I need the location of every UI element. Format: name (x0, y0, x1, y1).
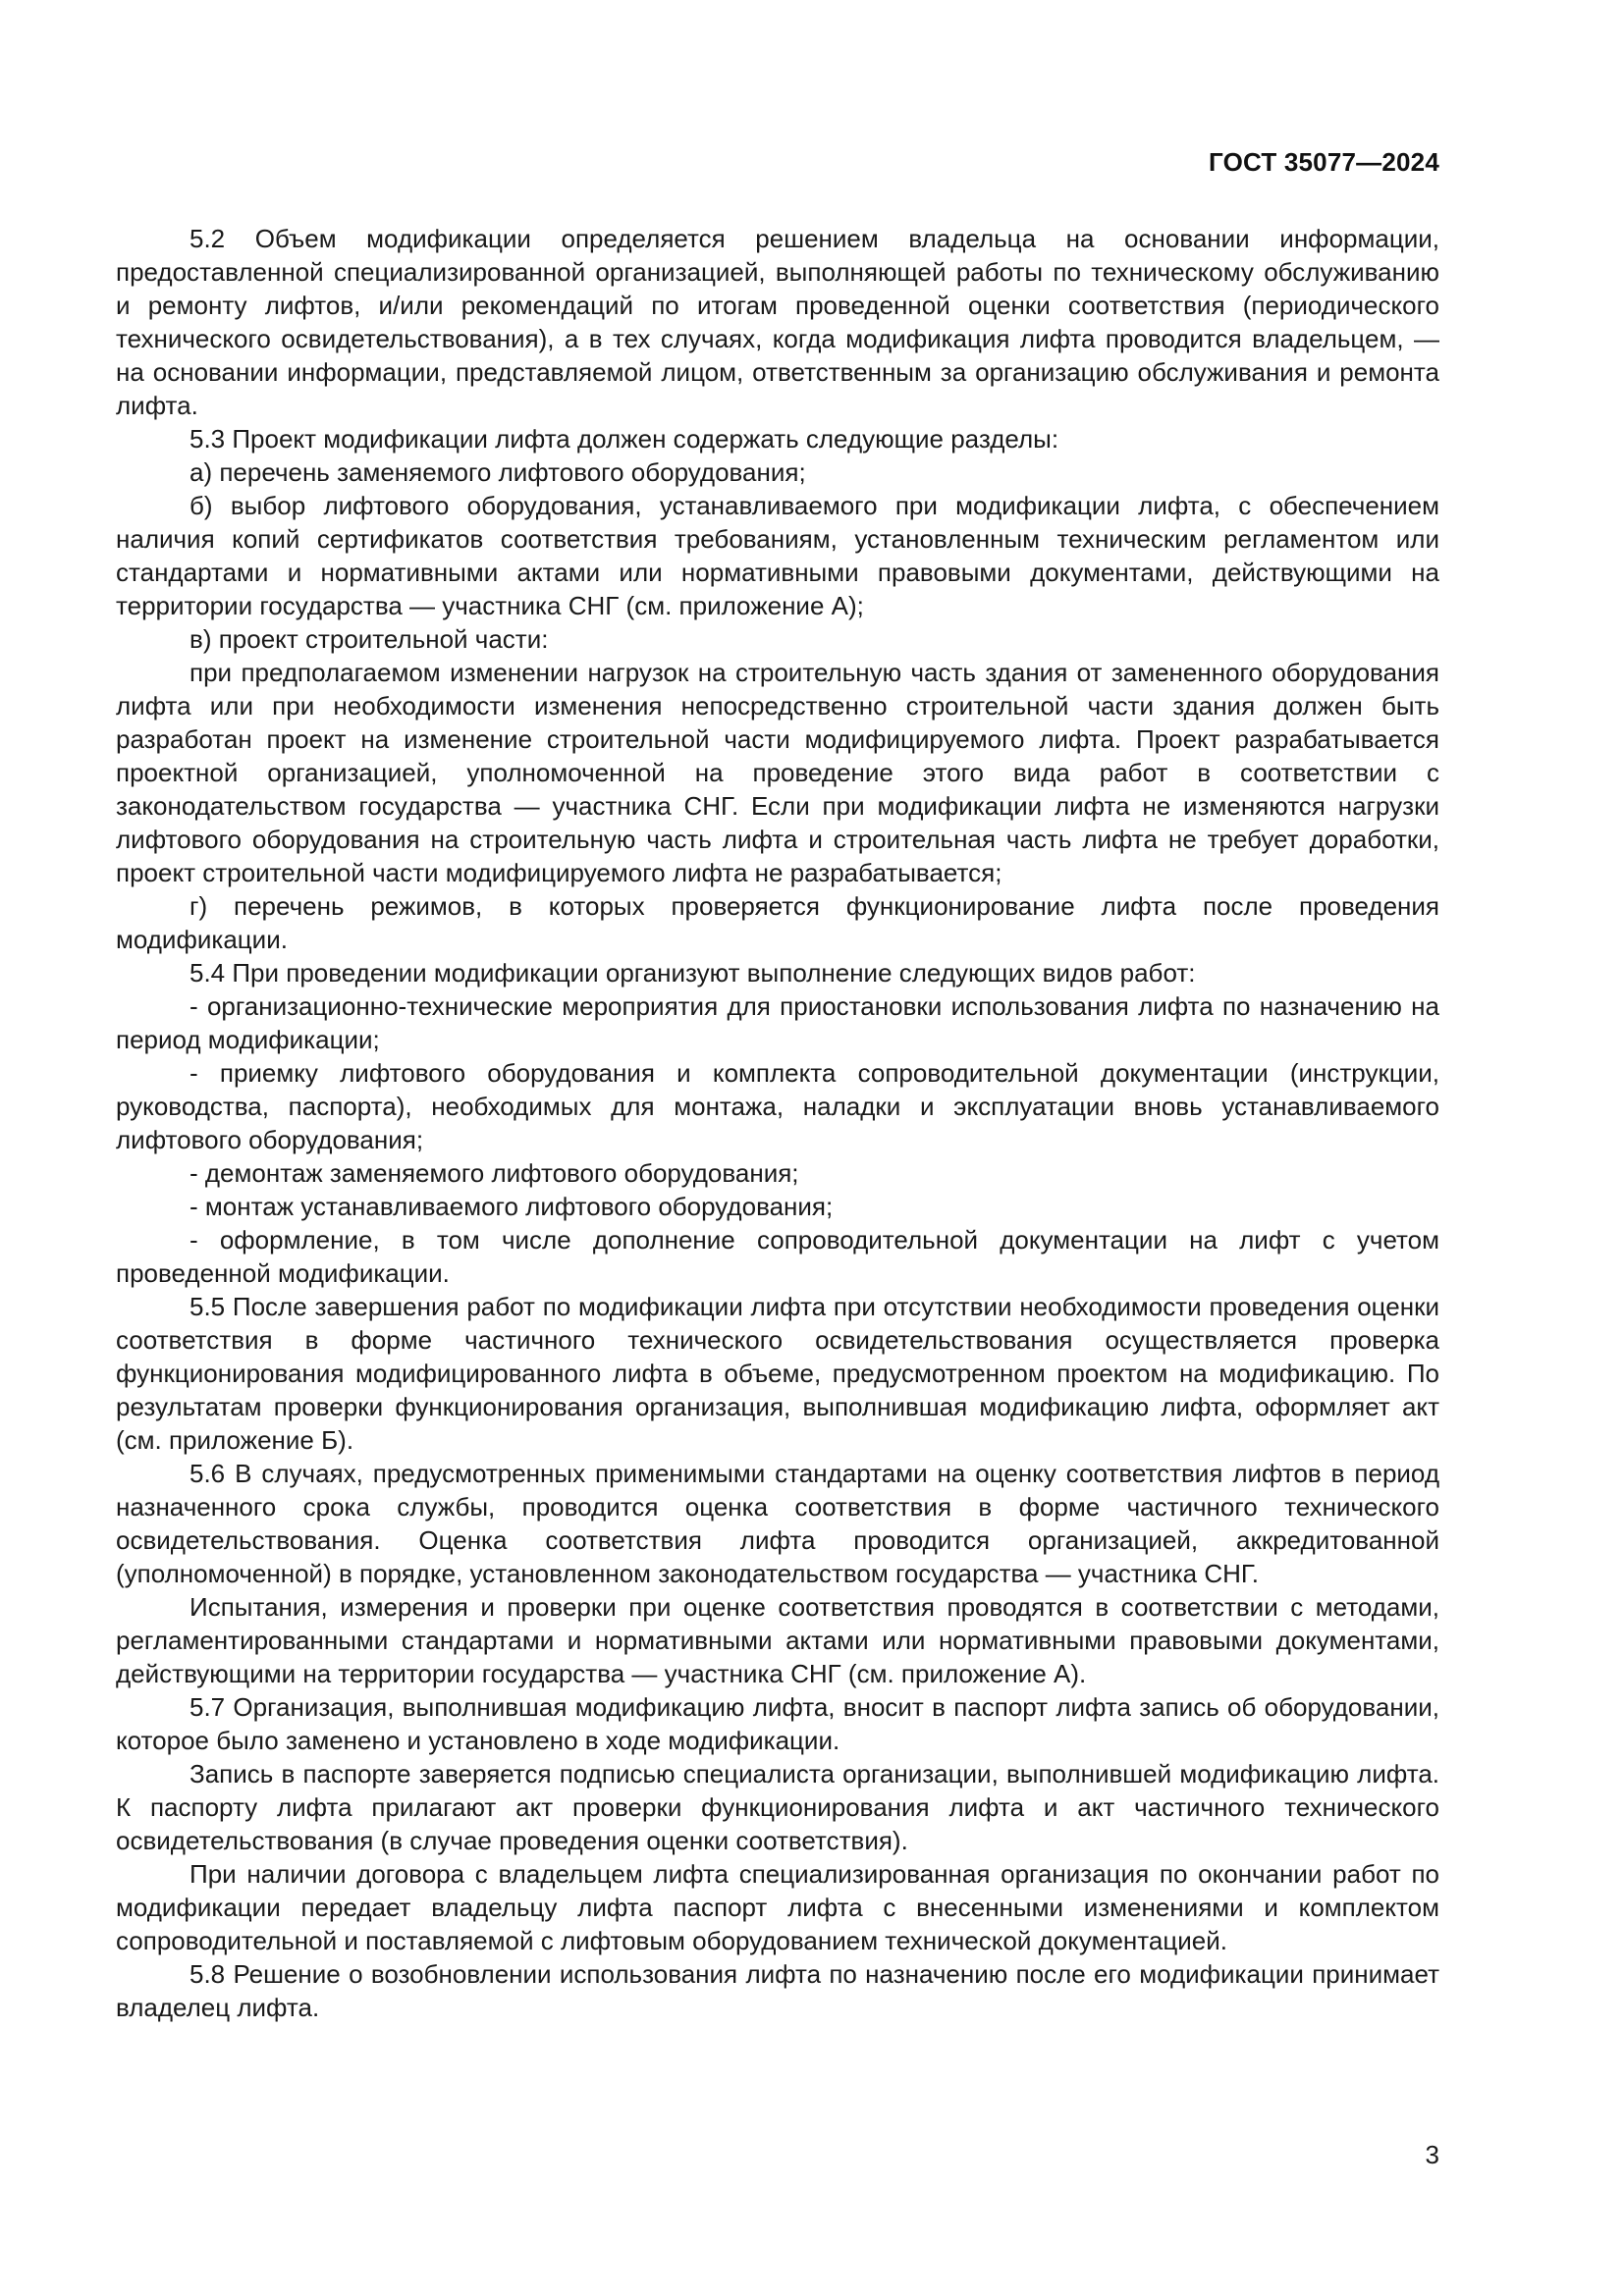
page-number: 3 (1425, 2140, 1439, 2169)
list-item-a: а) перечень заменяемого лифтового оборудования; (189, 457, 806, 487)
list-item-v: в) проект строительной части: (189, 624, 549, 654)
document-body (116, 222, 1439, 2024)
clause-5-3: 5.3 Проект модификации лифта должен содержать следующие разделы: (189, 424, 1059, 454)
clause-5-6: 5.6 В случаях, предусмотренных применимыми стандартами на оценку соответствия лифтов в период назначенного срока службы, проводится оценка соответствия в форме частичного технического освидетельствования. Оценка соответствия лифта проводится организацией, аккредитованной (уполномоченной) в порядке, установленном законодательством государства — участника СНГ. (116, 1459, 1439, 1588)
list-item-g: г) перечень режимов, в которых проверяется функционирование лифта после проведения модификации. (116, 891, 1439, 954)
work-item-2: - приемку лифтового оборудования и комплекта сопроводительной документации (инструкции, руководства, паспорта), необходимых для монтажа, наладки и эксплуатации вновь устанавливаемого лифтового оборудования; (116, 1058, 1439, 1154)
work-item-5: - оформление, в том числе дополнение сопроводительной документации на лифт с учетом проведенной модификации. (116, 1225, 1439, 1288)
clause-5-4: 5.4 При проведении модификации организуют выполнение следующих видов работ: (189, 958, 1196, 988)
paragraph-contract: При наличии договора с владельцем лифта специализированная организация по окончании работ по модификации передает владельцу лифта паспорт лифта с внесенными изменениями и комплектом сопроводительной и поставляемой с лифтовым оборудованием технической документацией. (116, 1859, 1439, 1955)
document-header: ГОСТ 35077—2024 (1209, 147, 1439, 177)
work-item-4: - монтаж устанавливаемого лифтового оборудования; (189, 1192, 834, 1221)
list-item-b: б) выбор лифтового оборудования, устанавливаемого при модификации лифта, с обеспечением наличия копий сертификатов соответствия требованиям, установленным техническим регламентом или стандартами и нормативными актами или нормативными правовыми документами, действующими на территории государства — участника СНГ (см. приложение А); (116, 491, 1439, 620)
work-item-1: - организационно-технические мероприятия для приостановки использования лифта по назначению на период модификации; (116, 991, 1439, 1054)
paragraph-testing: Испытания, измерения и проверки при оценке соответствия проводятся в соответствии с методами, регламентированными стандартами и нормативными актами или нормативными правовыми документами, действующими на территории государства — участника СНГ (см. приложение А). (116, 1592, 1439, 1688)
clause-5-2: 5.2 Объем модификации определяется решением владельца на основании информации, предоставленной специализированной организацией, выполняющей работы по техническому обслуживанию и ремонту лифтов, и/или рекомендаций по итогам проведенной оценки соответствия (периодического технического освидетельствования), а в тех случаях, когда модификация лифта проводится владельцем, — на основании информации, представляемой лицом, ответственным за организацию обслуживания и ремонта лифта. (116, 224, 1439, 420)
clause-5-5: 5.5 После завершения работ по модификации лифта при отсутствии необходимости проведения оценки соответствия в форме частичного технического освидетельствования осуществляется проверка функционирования модифицированного лифта в объеме, предусмотренном проектом на модификацию. По результатам проверки функционирования организация, выполнившая модификацию лифта, оформляет акт (см. приложение Б). (116, 1292, 1439, 1455)
work-item-3: - демонтаж заменяемого лифтового оборудования; (189, 1158, 799, 1188)
paragraph-passport-record: Запись в паспорте заверяется подписью специалиста организации, выполнившей модификацию лифта. К паспорту лифта прилагают акт проверки функционирования лифта и акт частичного технического освидетельствования (в случае проведения оценки соответствия). (116, 1759, 1439, 1855)
clause-5-8: 5.8 Решение о возобновлении использования лифта по назначению после его модификации принимает владелец лифта. (116, 1959, 1439, 2022)
clause-5-7: 5.7 Организация, выполнившая модификацию лифта, вносит в паспорт лифта запись об оборудовании, которое было заменено и установлено в ходе модификации. (116, 1692, 1439, 1755)
paragraph-construction-part: при предполагаемом изменении нагрузок на строительную часть здания от замененного оборудования лифта или при необходимости изменения непосредственно строительной части здания должен быть разработан проект на изменение строительной части модифицируемого лифта. Проект разрабатывается проектной организацией, уполномоченной на проведение этого вида работ в соответствии с законодательством государства — участника СНГ. Если при модификации лифта не изменяются нагрузки лифтового оборудования на строительную часть лифта и строительная часть лифта не требует доработки, проект строительной части модифицируемого лифта не разрабатывается; (116, 658, 1439, 887)
